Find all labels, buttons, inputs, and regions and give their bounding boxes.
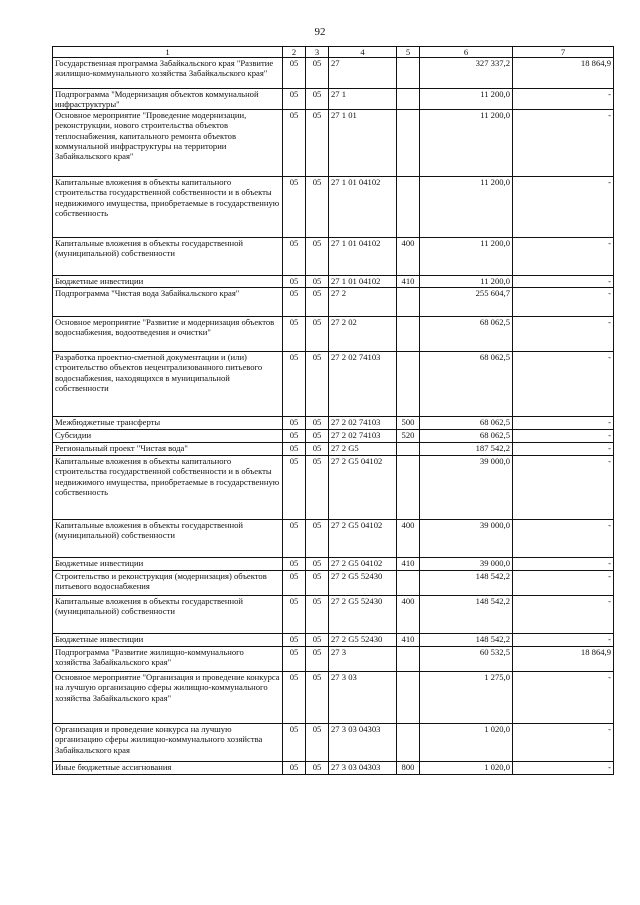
row-amount-extra: -	[513, 430, 614, 443]
row-amount: 1 020,0	[420, 762, 513, 775]
row-name: Бюджетные инвестиции	[53, 634, 283, 647]
table-row	[53, 430, 614, 443]
row-amount-extra: -	[513, 288, 614, 317]
table-row	[53, 58, 614, 89]
row-section: 05	[283, 520, 306, 558]
row-subsection: 05	[306, 89, 329, 110]
row-target-article: 27 2 G5 52430	[329, 571, 397, 596]
row-amount-extra: -	[513, 276, 614, 288]
row-name: Строительство и реконструкция (модернизация) объектов питьевого водоснабжения	[53, 571, 283, 596]
row-name: Бюджетные инвестиции	[53, 558, 283, 571]
row-name: Капитальные вложения в объекты капитального строительства государственной собственности и в объекты недвижимого имущества, приобретаемые в государственную собственность	[53, 177, 283, 238]
row-target-article: 27 1 01 04102	[329, 177, 397, 238]
table-row	[53, 724, 614, 762]
row-expense-type: 410	[397, 558, 420, 571]
table-row	[53, 558, 614, 571]
row-target-article: 27 1 01 04102	[329, 238, 397, 276]
row-amount-extra: -	[513, 317, 614, 352]
row-name: Капитальные вложения в объекты государственной (муниципальной) собственности	[53, 238, 283, 276]
row-section: 05	[283, 317, 306, 352]
row-amount: 11 200,0	[420, 177, 513, 238]
table-row	[53, 417, 614, 430]
row-target-article: 27 2 02 74103	[329, 417, 397, 430]
header-row	[53, 47, 614, 58]
row-section: 05	[283, 430, 306, 443]
row-expense-type	[397, 571, 420, 596]
row-amount-extra: -	[513, 672, 614, 724]
column-header: 5	[397, 47, 420, 58]
row-target-article: 27 2 G5 04102	[329, 558, 397, 571]
table-row	[53, 634, 614, 647]
row-amount-extra: -	[513, 110, 614, 177]
row-subsection: 05	[306, 672, 329, 724]
row-expense-type: 800	[397, 762, 420, 775]
row-amount-extra: -	[513, 417, 614, 430]
row-target-article: 27 1 01	[329, 110, 397, 177]
row-expense-type: 520	[397, 430, 420, 443]
row-name: Иные бюджетные ассигнования	[53, 762, 283, 775]
row-target-article: 27 3	[329, 647, 397, 672]
row-expense-type: 400	[397, 520, 420, 558]
row-amount-extra: 18 864,9	[513, 58, 614, 89]
row-section: 05	[283, 276, 306, 288]
row-amount-extra: -	[513, 443, 614, 456]
row-amount-extra: -	[513, 456, 614, 520]
table-row	[53, 672, 614, 724]
row-target-article: 27 2 02	[329, 317, 397, 352]
row-amount-extra: -	[513, 634, 614, 647]
row-amount: 68 062,5	[420, 417, 513, 430]
row-subsection: 05	[306, 634, 329, 647]
row-target-article: 27 2	[329, 288, 397, 317]
row-amount: 39 000,0	[420, 520, 513, 558]
page-number: 92	[314, 26, 326, 38]
row-name: Капитальные вложения в объекты государственной (муниципальной) собственности	[53, 596, 283, 634]
row-section: 05	[283, 58, 306, 89]
row-amount-extra: 18 864,9	[513, 647, 614, 672]
row-section: 05	[283, 352, 306, 417]
table-row	[53, 762, 614, 775]
row-name: Основное мероприятие "Проведение модернизации, реконструкции, нового строительства объектов теплоснабжения, капитального ремонта объектов коммунальной инфраструктуры на территории Забайкальского края"	[53, 110, 283, 177]
row-name: Капитальные вложения в объекты государственной (муниципальной) собственности	[53, 520, 283, 558]
row-expense-type	[397, 177, 420, 238]
row-expense-type	[397, 647, 420, 672]
row-subsection: 05	[306, 288, 329, 317]
row-expense-type	[397, 724, 420, 762]
row-amount: 148 542,2	[420, 634, 513, 647]
row-subsection: 05	[306, 647, 329, 672]
row-expense-type: 410	[397, 634, 420, 647]
row-subsection: 05	[306, 571, 329, 596]
column-header: 7	[513, 47, 614, 58]
row-name: Субсидии	[53, 430, 283, 443]
row-amount-extra: -	[513, 724, 614, 762]
row-name: Разработка проектно-сметной документации и (или) строительство объектов нецентрализованного питьевого водоснабжения, находящихся в муниципальной собственности	[53, 352, 283, 417]
row-target-article: 27 2 G5 04102	[329, 456, 397, 520]
row-section: 05	[283, 634, 306, 647]
row-section: 05	[283, 647, 306, 672]
row-amount: 68 062,5	[420, 317, 513, 352]
row-target-article: 27 3 03	[329, 672, 397, 724]
row-amount-extra: -	[513, 89, 614, 110]
row-amount: 255 604,7	[420, 288, 513, 317]
row-subsection: 05	[306, 58, 329, 89]
row-section: 05	[283, 89, 306, 110]
row-target-article: 27 3 03 04303	[329, 724, 397, 762]
row-subsection: 05	[306, 443, 329, 456]
row-subsection: 05	[306, 317, 329, 352]
row-name: Основное мероприятие "Развитие и модернизация объектов водоснабжения, водоотведения и очистки"	[53, 317, 283, 352]
table-row	[53, 596, 614, 634]
row-name: Подпрограмма "Чистая вода Забайкальского края"	[53, 288, 283, 317]
row-subsection: 05	[306, 430, 329, 443]
row-expense-type	[397, 317, 420, 352]
row-expense-type: 400	[397, 238, 420, 276]
row-target-article: 27 1	[329, 89, 397, 110]
row-target-article: 27 2 G5 52430	[329, 596, 397, 634]
row-expense-type: 410	[397, 276, 420, 288]
row-section: 05	[283, 596, 306, 634]
row-expense-type	[397, 288, 420, 317]
table-row	[53, 110, 614, 177]
row-target-article: 27	[329, 58, 397, 89]
row-section: 05	[283, 110, 306, 177]
row-subsection: 05	[306, 456, 329, 520]
row-target-article: 27 2 02 74103	[329, 352, 397, 417]
row-name: Организация и проведение конкурса на лучшую организацию сферы жилищно-коммунального хозяйства Забайкальского края	[53, 724, 283, 762]
column-header: 2	[283, 47, 306, 58]
column-header: 1	[53, 47, 283, 58]
row-section: 05	[283, 443, 306, 456]
row-section: 05	[283, 558, 306, 571]
row-expense-type	[397, 456, 420, 520]
row-subsection: 05	[306, 762, 329, 775]
row-amount: 148 542,2	[420, 571, 513, 596]
row-target-article: 27 1 01 04102	[329, 276, 397, 288]
row-section: 05	[283, 177, 306, 238]
row-name: Бюджетные инвестиции	[53, 276, 283, 288]
row-name: Капитальные вложения в объекты капитального строительства государственной собственности и в объекты недвижимого имущества, приобретаемые в государственную собственность	[53, 456, 283, 520]
row-target-article: 27 2 G5 04102	[329, 520, 397, 558]
table-row	[53, 238, 614, 276]
row-amount-extra: -	[513, 596, 614, 634]
row-expense-type	[397, 672, 420, 724]
row-expense-type	[397, 110, 420, 177]
row-section: 05	[283, 672, 306, 724]
row-subsection: 05	[306, 238, 329, 276]
row-subsection: 05	[306, 558, 329, 571]
table-row	[53, 520, 614, 558]
row-amount: 1 275,0	[420, 672, 513, 724]
row-expense-type: 500	[397, 417, 420, 430]
table-row	[53, 443, 614, 456]
row-amount-extra: -	[513, 520, 614, 558]
row-amount-extra: -	[513, 352, 614, 417]
row-target-article: 27 3 03 04303	[329, 762, 397, 775]
row-amount: 148 542,2	[420, 596, 513, 634]
row-amount-extra: -	[513, 762, 614, 775]
row-section: 05	[283, 288, 306, 317]
table-row	[53, 352, 614, 417]
row-amount-extra: -	[513, 558, 614, 571]
table-row	[53, 456, 614, 520]
row-expense-type	[397, 89, 420, 110]
row-section: 05	[283, 238, 306, 276]
row-amount: 11 200,0	[420, 110, 513, 177]
column-header: 4	[329, 47, 397, 58]
row-subsection: 05	[306, 520, 329, 558]
row-name: Межбюджетные трансферты	[53, 417, 283, 430]
row-target-article: 27 2 G5	[329, 443, 397, 456]
row-expense-type	[397, 58, 420, 89]
row-amount: 60 532,5	[420, 647, 513, 672]
row-amount: 11 200,0	[420, 89, 513, 110]
row-expense-type	[397, 443, 420, 456]
row-subsection: 05	[306, 276, 329, 288]
table-row	[53, 288, 614, 317]
row-section: 05	[283, 571, 306, 596]
row-amount-extra: -	[513, 571, 614, 596]
table-row	[53, 317, 614, 352]
row-name: Основное мероприятие "Организация и проведение конкурса на лучшую организацию сферы жилищно-коммунального хозяйства Забайкальского края"	[53, 672, 283, 724]
row-target-article: 27 2 G5 52430	[329, 634, 397, 647]
table-row	[53, 571, 614, 596]
table-row	[53, 276, 614, 288]
table-body	[53, 58, 614, 775]
row-name: Подпрограмма "Развитие жилищно-коммунального хозяйства Забайкальского края"	[53, 647, 283, 672]
row-subsection: 05	[306, 177, 329, 238]
table-row	[53, 89, 614, 110]
row-amount: 68 062,5	[420, 352, 513, 417]
row-section: 05	[283, 417, 306, 430]
row-expense-type	[397, 352, 420, 417]
table-row	[53, 177, 614, 238]
row-amount: 327 337,2	[420, 58, 513, 89]
row-amount: 11 200,0	[420, 276, 513, 288]
row-section: 05	[283, 456, 306, 520]
row-amount: 187 542,2	[420, 443, 513, 456]
row-subsection: 05	[306, 417, 329, 430]
column-header: 3	[306, 47, 329, 58]
row-amount: 68 062,5	[420, 430, 513, 443]
row-subsection: 05	[306, 110, 329, 177]
row-amount-extra: -	[513, 177, 614, 238]
row-amount-extra: -	[513, 238, 614, 276]
row-subsection: 05	[306, 596, 329, 634]
row-amount: 11 200,0	[420, 238, 513, 276]
row-subsection: 05	[306, 724, 329, 762]
budget-table	[52, 46, 614, 775]
row-section: 05	[283, 724, 306, 762]
row-section: 05	[283, 762, 306, 775]
row-amount: 1 020,0	[420, 724, 513, 762]
row-name: Государственная программа Забайкальского края "Развитие жилищно-коммунального хозяйства Забайкальского края"	[53, 58, 283, 89]
row-name: Региональный проект "Чистая вода"	[53, 443, 283, 456]
row-amount: 39 000,0	[420, 558, 513, 571]
row-subsection: 05	[306, 352, 329, 417]
row-name: Подпрограмма "Модернизация объектов коммунальной инфраструктуры"	[53, 89, 283, 110]
row-target-article: 27 2 02 74103	[329, 430, 397, 443]
row-amount: 39 000,0	[420, 456, 513, 520]
table-row	[53, 647, 614, 672]
row-expense-type: 400	[397, 596, 420, 634]
column-header: 6	[420, 47, 513, 58]
